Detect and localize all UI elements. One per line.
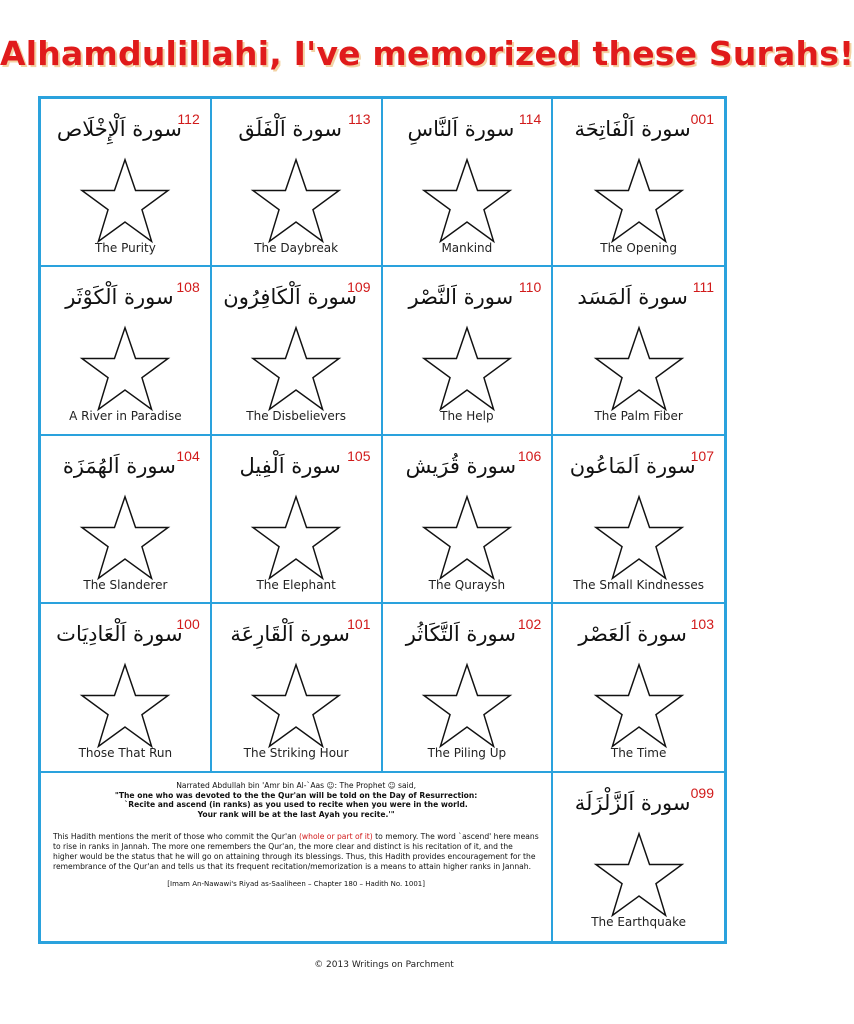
star-icon — [421, 325, 513, 413]
hadith-panel — [41, 773, 553, 941]
surah-number: 110 — [518, 279, 542, 296]
hadith-narration: Narrated Abdullah bin 'Amr bin Al-`Aas ☺: The Prophet ☺ said, — [176, 780, 417, 790]
surah-card — [383, 436, 554, 604]
surah-english-name: The Quraysh — [428, 577, 506, 592]
surah-arabic-name: سورة اَلمَاعُون — [569, 453, 696, 478]
star-icon — [593, 494, 685, 582]
surah-english-name: The Purity — [94, 241, 156, 255]
surah-arabic-name: سورة اَلزَّلْزَلَة — [574, 790, 691, 815]
surah-number: 105 — [347, 447, 371, 464]
surah-arabic-name: سورة اَلْإِخْلَاص — [56, 117, 182, 141]
surah-arabic-name: سورة اَلْفَلَق — [238, 117, 342, 141]
surah-card — [212, 267, 383, 435]
surah-card — [383, 99, 554, 267]
surah-english-name: The Striking Hour — [243, 746, 349, 761]
surah-english-name: The Earthquake — [591, 914, 687, 929]
star-icon — [593, 157, 685, 245]
hadith-explanation — [53, 832, 539, 871]
star-icon — [421, 157, 513, 245]
hadith-quote-line: Your rank will be at the last Ayah you recite.'" — [197, 810, 395, 820]
surah-arabic-name: سورة اَلهُمَزَة — [62, 453, 176, 478]
surah-card — [41, 604, 212, 772]
surah-arabic-name: سورة اَلتَّكَاثُر — [405, 622, 516, 647]
surah-card — [553, 267, 724, 435]
surah-english-name: The Help — [440, 409, 494, 424]
surah-arabic-name: سورة اَلنَّاسِ — [407, 117, 515, 141]
surah-arabic-name: سورة اَلعَصْر — [578, 622, 687, 647]
surah-card — [212, 99, 383, 267]
surah-arabic-name: سورة اَلْفِيل — [239, 453, 341, 478]
surah-arabic-name: سورة اَلمَسَد — [577, 285, 688, 310]
surah-english-name: The Slanderer — [83, 577, 168, 592]
surah-arabic-name: سورة اَلْعَادِيَات — [56, 622, 183, 647]
hadith-explanation-text: to memory. The word `ascend' here means to rise in ranks in Jannah. The more one remembers the Qur'an, the more clear and distinct is his recitation of it, and the higher would be the status that he will go on attaining through its blessings. Thus, this Hadith provides encouragement for the remembrance of the Qur'an and tells us that its frequent recitation/memorization is a means to attain higher ranks in Jannah. — [53, 832, 539, 871]
surah-number: 100 — [176, 616, 200, 633]
surah-arabic-name: سورة اَلْكَافِرُون — [223, 285, 357, 310]
surah-english-name: Mankind — [441, 241, 493, 255]
star-icon — [421, 662, 513, 750]
surah-card — [212, 436, 383, 604]
star-icon — [593, 662, 685, 750]
surah-card — [553, 99, 724, 267]
surah-arabic-name: سورة اَلْفَاتِحَة — [574, 117, 691, 141]
page-title: Alhamdulillahi, I've memorized these Surahs! — [0, 34, 854, 73]
surah-number: 113 — [348, 111, 371, 127]
surah-number: 111 — [692, 279, 714, 296]
copyright: © 2013 Writings on Parchment — [314, 960, 454, 970]
hadith-reference: [Imam An-Nawawi's Riyad as-Saaliheen – Chapter 180 – Hadith No. 1001] — [167, 879, 425, 888]
surah-english-name: The Time — [610, 746, 667, 761]
surah-english-name: The Piling Up — [427, 746, 507, 761]
surah-english-name: The Small Kindnesses — [573, 577, 705, 592]
star-icon — [250, 494, 342, 582]
surah-arabic-name: سورة قُرَيش — [405, 453, 517, 478]
surah-english-name: The Disbelievers — [246, 409, 346, 424]
star-icon — [593, 325, 685, 413]
hadith-quote-line: "The one who was devoted to the the Qur'an will be told on the Day of Resurrection: — [114, 790, 478, 800]
star-icon — [79, 325, 171, 413]
surah-number: 106 — [517, 447, 542, 464]
hadith-quote — [53, 791, 539, 821]
surah-card — [383, 604, 554, 772]
surah-card — [41, 267, 212, 435]
surah-number: 107 — [690, 447, 714, 464]
star-icon — [79, 494, 171, 582]
surah-english-name: Those That Run — [78, 746, 173, 761]
surah-english-name: The Palm Fiber — [594, 409, 683, 424]
surah-number: 108 — [176, 279, 200, 296]
hadith-quote-line: `Recite and ascend (in ranks) as you used to recite when you were in the world. — [124, 800, 468, 810]
star-icon — [250, 157, 342, 245]
surah-arabic-name: سورة اَلْقَارِعَة — [230, 622, 350, 647]
surah-card — [41, 99, 212, 267]
surah-english-name: The Daybreak — [254, 241, 339, 255]
star-icon — [79, 662, 171, 750]
surah-number: 104 — [176, 447, 200, 464]
surah-arabic-name: سورة اَلنَّصْر — [408, 285, 514, 310]
hadith-explanation-highlight: (whole or part of it) — [298, 832, 373, 842]
surah-english-name: The Opening — [600, 241, 677, 255]
surah-number: 099 — [690, 784, 714, 801]
surah-arabic-name: سورة اَلْكَوْثَر — [65, 285, 174, 310]
surah-card — [553, 773, 724, 941]
star-icon — [250, 662, 342, 750]
surah-card — [212, 604, 383, 772]
surah-card — [41, 436, 212, 604]
surah-number: 001 — [690, 111, 714, 127]
surah-number: 103 — [690, 616, 714, 633]
surah-card — [553, 604, 724, 772]
surah-english-name: The Elephant — [256, 577, 336, 592]
star-icon — [421, 494, 513, 582]
surah-english-name: A River in Paradise — [69, 409, 182, 424]
star-icon — [250, 325, 342, 413]
hadith-explanation-text: This Hadith mentions the merit of those who commit the Qur'an — [53, 832, 299, 842]
surah-card — [553, 436, 724, 604]
surah-number: 101 — [347, 616, 371, 633]
surah-number: 112 — [177, 111, 200, 127]
surah-card — [383, 267, 554, 435]
star-icon — [593, 831, 685, 919]
star-icon — [79, 157, 171, 245]
surah-number: 102 — [517, 616, 542, 633]
surah-number: 114 — [518, 111, 542, 127]
surah-grid — [38, 96, 727, 944]
surah-number: 109 — [347, 279, 371, 296]
